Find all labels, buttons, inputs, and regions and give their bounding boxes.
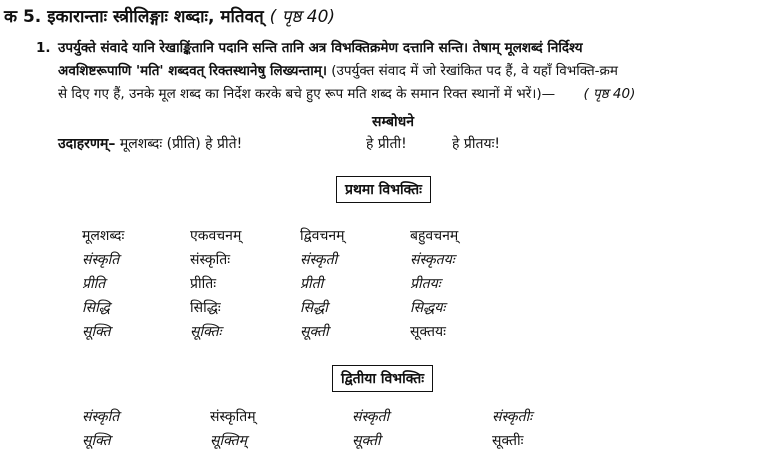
cell-root: संस्कृति	[82, 409, 120, 425]
question-page-ref: ( पृष्ठ 40)	[583, 86, 636, 102]
table-row	[0, 274, 772, 298]
section-page-ref: ( पृष्ठ 40)	[269, 7, 336, 27]
cell-root: संस्कृति	[82, 252, 120, 268]
cell-dual: सूक्ती	[300, 324, 329, 340]
cell-root: सिद्धि	[82, 300, 110, 316]
question-number: 1.	[36, 40, 51, 56]
cell-singular: प्रीतिः	[190, 276, 217, 292]
table-row	[0, 250, 772, 274]
cell-dual: प्रीती	[300, 276, 324, 292]
cell-singular: सिद्धिः	[190, 300, 221, 316]
question-line-1: उपर्युक्ते संवादे यानि रेखाङ्किंतानि पदानि सन्ति तानि अत्र विभक्तिक्रमेण दत्तानि सन्ति। तेषाम् मूलशब्दं निर्दिश्य	[58, 40, 583, 56]
table-row	[0, 322, 772, 346]
cell-singular: संस्कृतिः	[190, 252, 231, 268]
table-row	[0, 298, 772, 322]
cell-singular: सूक्तिः	[190, 324, 222, 340]
example-singular: मूलशब्दः (प्रीति) हे प्रीते!	[119, 136, 243, 152]
prathama-title: प्रथमा विभक्तिः	[345, 182, 422, 198]
vocative-example	[58, 134, 242, 153]
cell-dual: संस्कृती	[352, 409, 390, 425]
cell-singular: एकवचनम्	[190, 228, 242, 244]
cell-dual: सिद्धी	[300, 300, 328, 316]
prathama-title-box	[336, 176, 431, 203]
cell-singular: संस्कृतिम्	[210, 409, 256, 425]
dvitiya-title-box	[332, 365, 433, 392]
example-label: उदाहरणम्–	[58, 136, 116, 152]
dvitiya-title: द्वितीया विभक्तिः	[341, 371, 425, 387]
cell-root: सूक्ति	[82, 433, 111, 449]
question-line-2-bold: अवशिष्टरूपाणि 'मति' शब्दवत् रिक्तस्थानेषु लिख्यन्ताम्।	[58, 63, 327, 79]
cell-root: सूक्ति	[82, 324, 111, 340]
cell-dual: संस्कृती	[300, 252, 338, 268]
cell-singular: सूक्तिम्	[210, 433, 247, 449]
example-dual: हे प्रीती!	[366, 136, 407, 152]
cell-root: प्रीति	[82, 276, 106, 292]
cell-plural: संस्कृतीः	[492, 409, 533, 425]
cell-plural: सिद्धयः	[410, 300, 446, 316]
section-title: इकारान्ताः स्त्रीलिङ्गाः शब्दाः, मतिवत्	[47, 7, 264, 27]
cell-plural: बहुवचनम्	[410, 228, 459, 244]
cell-plural: सूक्तीः	[492, 433, 524, 449]
section-number: क 5.	[4, 7, 42, 27]
cell-plural: प्रीतयः	[410, 276, 441, 292]
question-line-2-rest: (उपर्युक्त संवाद में जो रेखांकित पद हैं, वे यहाँ विभक्ति-क्रम	[326, 63, 618, 79]
vocative-title: सम्बोधने	[372, 114, 415, 130]
example-plural: हे प्रीतयः!	[452, 136, 501, 152]
cell-dual: सूक्ती	[352, 433, 381, 449]
question-line-3	[58, 83, 635, 106]
cell-plural: सूक्तयः	[410, 324, 446, 340]
section-heading	[4, 4, 335, 27]
table-row	[0, 407, 772, 431]
question-line-3-text: से दिए गए हैं, उनके मूल शब्द का निर्देश करके बचे हुए रूप मति शब्द के समान रिक्त स्थानों में भरें।)—	[58, 86, 556, 102]
table-row	[0, 431, 772, 455]
cell-plural: संस्कृतयः	[410, 252, 455, 268]
question-line-2	[58, 60, 618, 83]
cell-dual: द्विवचनम्	[300, 228, 345, 244]
cell-root: मूलशब्दः	[82, 228, 125, 244]
table-row	[0, 226, 772, 250]
